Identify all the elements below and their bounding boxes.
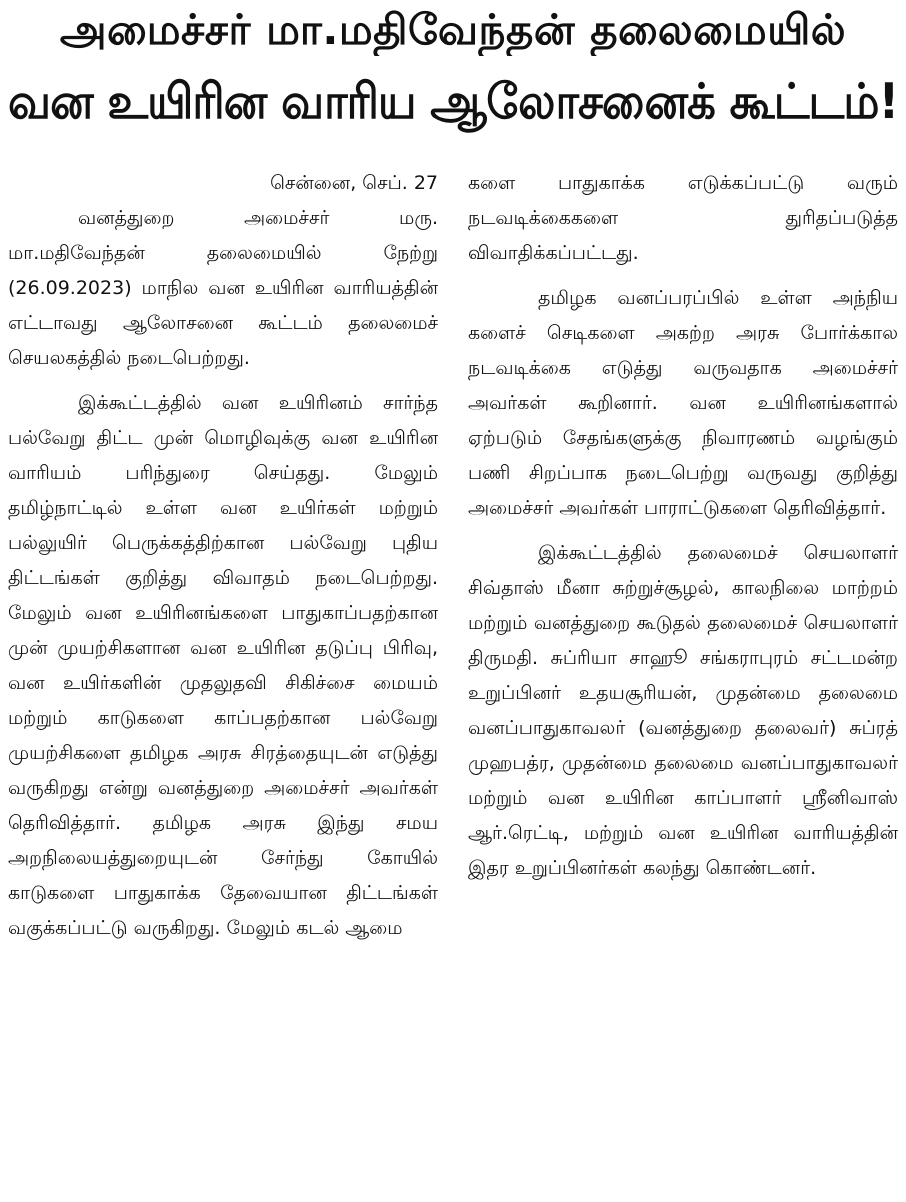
article-paragraph: இக்கூட்டத்தில் வன உயிரினம் சார்ந்த பல்வேறு திட்ட முன் மொழிவுக்கு வன உயிரின வாரியம் பரிந்துரை செய்தது. மேலும் தமிழ்நாட்டில் உள்ள வன உயிர்கள் மற்றும் பல்லுயிர் பெருக்கத்திற்கான பல்வேறு புதிய திட்டங்கள் குறித்து விவாதம் நடைபெற்றது. மேலும் வன உயிரினங்களை பாதுகாப்பதற்கான முன் முயற்சிகளான வன உயிரின தடுப்பு பிரிவு, வன உயிர்களின் முதலுதவி சிகிச்சை மையம் மற்றும் காடுகளை காப்பதற்கான பல்வேறு முயற்சிகளை தமிழக அரசு சிரத்தையுடன் எடுத்து வருகிறது என்று வனத்துறை அமைச்சர் அவர்கள் தெரிவித்தார். தமிழக அரசு இந்து சமய அறநிலையத்துறையுடன் சேர்ந்து கோயில் காடுகளை பாதுகாக்க தேவையான திட்டங்கள் வகுக்கப்பட்டு வருகிறது. மேலும் கடல் ஆமை	[8, 392, 438, 939]
article-column-right	[468, 166, 898, 1194]
main-headline: வன உயிரின வாரிய ஆலோசனைக் கூட்டம்!	[8, 72, 898, 131]
article-body	[8, 166, 898, 1194]
article-column-left	[8, 166, 438, 1194]
dateline: சென்னை, செப். 27	[270, 172, 438, 194]
article-paragraph: வனத்துறை அமைச்சர் மரு. மா.மதிவேந்தன் தலைமையில் நேற்று (26.09.2023) மாநில வன உயிரின வாரியத்தின் எட்டாவது ஆலோசனை கூட்டம் தலைமைச் செயலகத்தில் நடைபெற்றது.	[8, 207, 438, 369]
article-paragraph: இக்கூட்டத்தில் தலைமைச் செயலாளர் சிவ்தாஸ் மீனா சுற்றுச்சூழல், காலநிலை மாற்றம் மற்றும் வனத்துறை கூடுதல் தலைமைச் செயலாளர் திருமதி. சுப்ரியா சாஹூ சங்கராபுரம் சட்டமன்ற உறுப்பினர் உதயசூரியன், முதன்மை தலைமை வனப்பாதுகாவலர் (வனத்துறை தலைவர்) சுப்ரத் முஹபத்ர, முதன்மை தலைமை வனப்பாதுகாவலர் மற்றும் வன உயிரின காப்பாளர் ஸ்ரீனிவாஸ் ஆர்.ரெட்டி, மற்றும் வன உயிரின வாரியத்தின் இதர உறுப்பினர்கள் கலந்து கொண்டனர்.	[468, 542, 898, 879]
article-paragraph-continued: களை பாதுகாக்க எடுக்கப்பட்டு வரும் நடவடிக்கைகளை துரிதப்படுத்த விவாதிக்கப்பட்டது.	[468, 172, 898, 264]
article-paragraph: தமிழக வனப்பரப்பில் உள்ள அந்நிய களைச் செடிகளை அகற்ற அரசு போர்க்கால நடவடிக்கை எடுத்து வருவதாக அமைச்சர் அவர்கள் கூறினார். வன உயிரினங்களால் ஏற்படும் சேதங்களுக்கு நிவாரணம் வழங்கும் பணி சிறப்பாக நடைபெற்று வருவது குறித்து அமைச்சர் அவர்கள் பாராட்டுகளை தெரிவித்தார்.	[468, 287, 898, 519]
kicker-headline: அமைச்சர் மா.மதிவேந்தன் தலைமையில்	[59, 5, 847, 54]
